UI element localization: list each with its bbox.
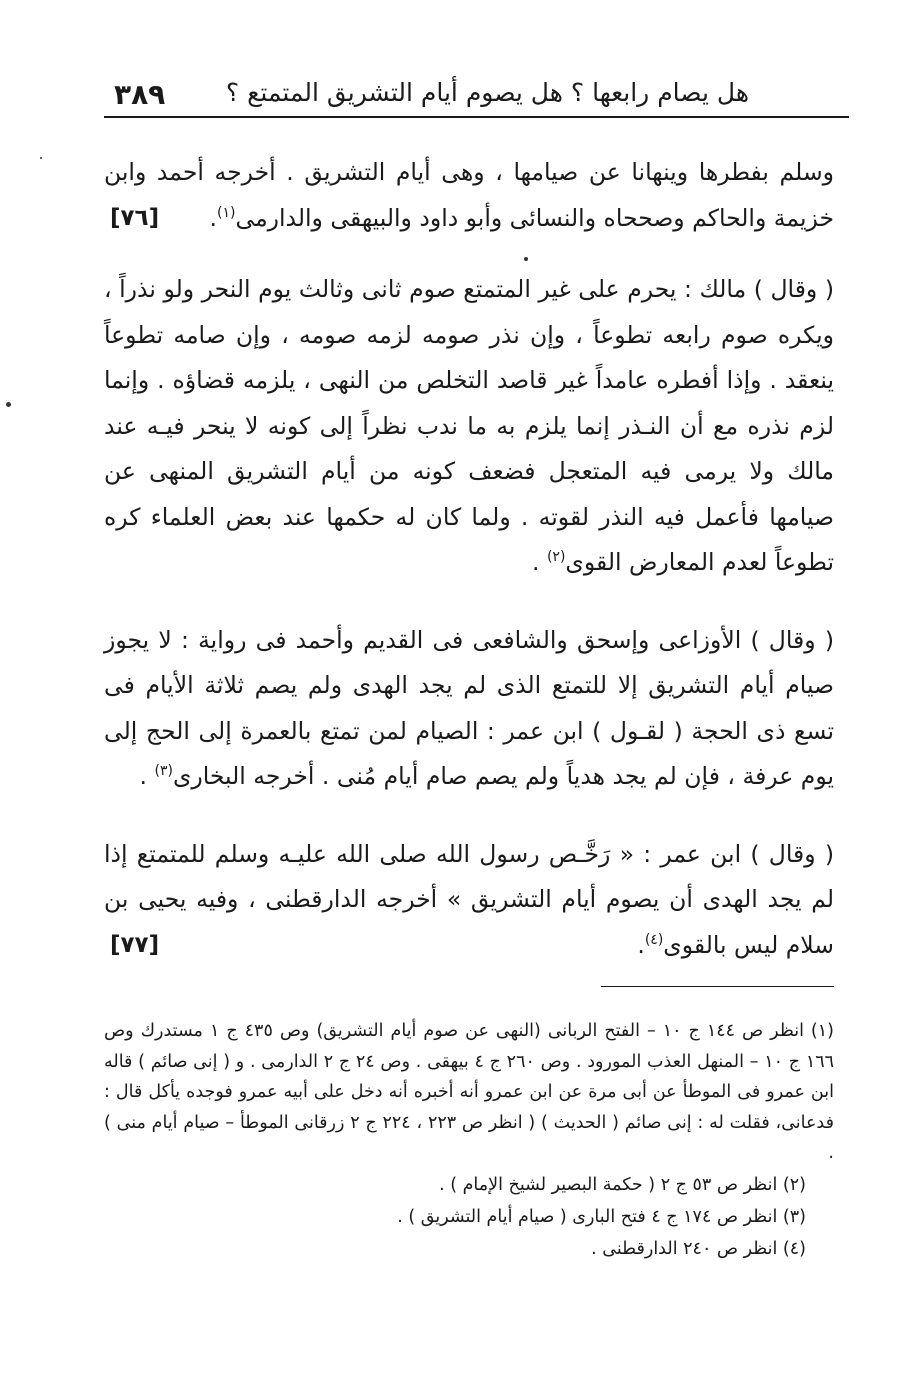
scan-speck bbox=[6, 402, 11, 407]
paragraph-1 bbox=[104, 150, 834, 241]
paragraph-end: . bbox=[139, 762, 155, 790]
paragraph-end: . bbox=[637, 930, 645, 959]
paragraph-text: ( وقال ) الأوزاعى وإسحق والشافعى فى القديم وأحمد فى رواية : لا يجوز صيام أيام التشريق إلا للتمتع الذى لم يجد الهدى ولم يصم ثلاثة الأيام فى تسع ذى الحجة ( لقـول ) ابن عمر : الصيام لمن تمتع بالعمرة إلى الحج إلى يوم عرفة ، فإن لم يجد هدياً ولم يصم صام أيام مُنى . أخرجه البخارى bbox=[104, 625, 834, 790]
footnote-marker: (٢) bbox=[546, 549, 566, 566]
paragraph-3 bbox=[104, 618, 834, 800]
paragraph-text: ( وقال ) مالك : يحرم على غير المتمتع صوم ثانى وثالث يوم النحر ولو نذراً ، ويكره صوم رابعه تطوعاً ، وإن نذر صومه لزمه صومه ، وإن صامه تطوعاً ينعقد . وإذا أفطره عامداً غير قاصد التخلص من النهى ، يلزمه قضاؤه . وإنما لزم نذره مع أن النـذر إنما يلزم به ما ندب نظراً إلى كونه لا ينحر فيـه عند مالك ولا يرمى فيه المتعجل فضعف كونه من أيام التشريق المنهى عن صيامها فأعمل فيه النذر لقوته . ولما كان له حكمها عند بعض العلماء كره تطوعاً لعدم المعارض القوى bbox=[104, 275, 834, 576]
hadith-reference-number: [٧٦] bbox=[110, 204, 160, 231]
footnotes bbox=[104, 1016, 834, 1265]
running-title: هل يصام رابعها ؟ هل يصوم أيام التشريق المتمتع ؟ bbox=[225, 78, 749, 107]
main-text bbox=[104, 150, 834, 998]
page-number: ٣٨٩ bbox=[114, 78, 166, 111]
footnote-4: (٤) انظر ص ٢٤٠ الدارقطنى . bbox=[591, 1238, 806, 1259]
footnote-marker: (١) bbox=[217, 204, 236, 221]
scan-speck bbox=[40, 157, 42, 159]
paragraph-2 bbox=[104, 267, 834, 586]
paragraph-text: وسلم بفطرها وينهانا عن صيامها ، وهى أيام التشريق . أخرجه أحمد وابن خزيمة والحاكم وصححاه والنسائى وأبو داود والبيهقى والدارمى bbox=[104, 158, 834, 232]
footnote-2: (٢) انظر ص ٥٣ ج ٢ ( حكمة البصير لشيخ الإمام ) . bbox=[439, 1174, 806, 1195]
footnote-marker: (٣) bbox=[154, 763, 173, 780]
scan-speck bbox=[524, 257, 528, 261]
footnote-marker: (٤) bbox=[644, 931, 664, 948]
paragraph-text: ( وقال ) ابن عمر : « رَخَّـص رسول الله صلى الله عليـه وسلم للمتمتع إذا لم يجد الهدى أن يصوم أيام التشريق » أخرجه الدارقطنى ، وفيه يحيى بن سلام ليس بالقوى bbox=[104, 839, 834, 959]
hadith-reference-number: [٧٧] bbox=[110, 931, 160, 958]
paragraph-end: . bbox=[209, 203, 218, 232]
footnote-3: (٣) انظر ص ١٧٤ ج ٤ فتح البارى ( صيام أيام التشريق ) . bbox=[397, 1206, 806, 1227]
paragraph-4 bbox=[104, 832, 834, 969]
paragraph-end: . bbox=[532, 548, 547, 576]
footnote-1: (١) انظر ص ١٤٤ ج ١٠ – الفتح الربانى (النهى عن صوم أيام التشريق) وص ٤٣٥ ج ١ مستدرك وص ١٦٦ ج ١٠ – المنهل العذب المورود . وص ٢٦٠ ج ٤ بيهقى . وص ٢٤ ج ٢ الدارمى . و ( إنى صائم ) قاله ابن عمرو فى الموطأ عن أبى مرة عن ابن عمرو أنه أخبره أنه دخل على أبيه عمرو فوجده يأكل قال : فدعانى، فقلت له : إنى صائم ( الحديث ) ( انظر ص ٢٢٣ ، ٢٢٤ ج ٢ زرقانى الموطأ – صيام أيام منى ) . bbox=[104, 1021, 835, 1163]
page-header bbox=[104, 72, 849, 118]
footnote-separator bbox=[601, 986, 834, 987]
